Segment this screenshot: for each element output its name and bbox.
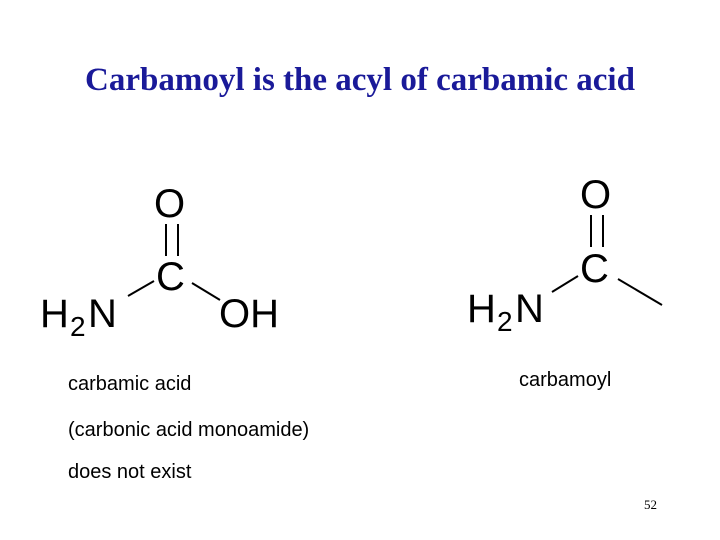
slide-title: Carbamoyl is the acyl of carbamic acid	[85, 62, 635, 98]
carbamoyl-open-bond	[618, 279, 662, 305]
carbamic-acid-name: carbamic acid	[68, 373, 192, 395]
carbamic-acid-structure	[40, 182, 279, 342]
carbamoyl-hydrogen: H	[467, 287, 496, 331]
carbamic-acid-cn-bond	[128, 281, 154, 296]
page-number: 52	[644, 497, 657, 512]
carbamoyl-carbon: C	[580, 247, 609, 291]
carbamoyl-structure	[467, 173, 662, 337]
carbamoyl-name: carbamoyl	[519, 369, 612, 391]
carbamic-acid-oxygen: O	[154, 182, 186, 226]
carbamic-acid-hydroxyl: OH	[219, 292, 279, 336]
carbamic-acid-nitrogen: N	[88, 292, 117, 336]
carbamoyl-cn-bond	[552, 276, 578, 292]
carbamic-acid-carbon: C	[156, 255, 185, 299]
carbamoyl-subscript-2: 2	[497, 306, 513, 337]
carbamoyl-nitrogen: N	[515, 287, 544, 331]
carbamic-acid-note: does not exist	[68, 461, 192, 483]
carbamic-acid-synonym: (carbonic acid monoamide)	[68, 419, 310, 441]
carbamoyl-oxygen: O	[580, 173, 612, 217]
carbamic-acid-hydrogen: H	[40, 292, 69, 336]
carbamic-acid-coh-bond	[192, 283, 220, 300]
carbamic-acid-subscript-2: 2	[70, 311, 86, 342]
